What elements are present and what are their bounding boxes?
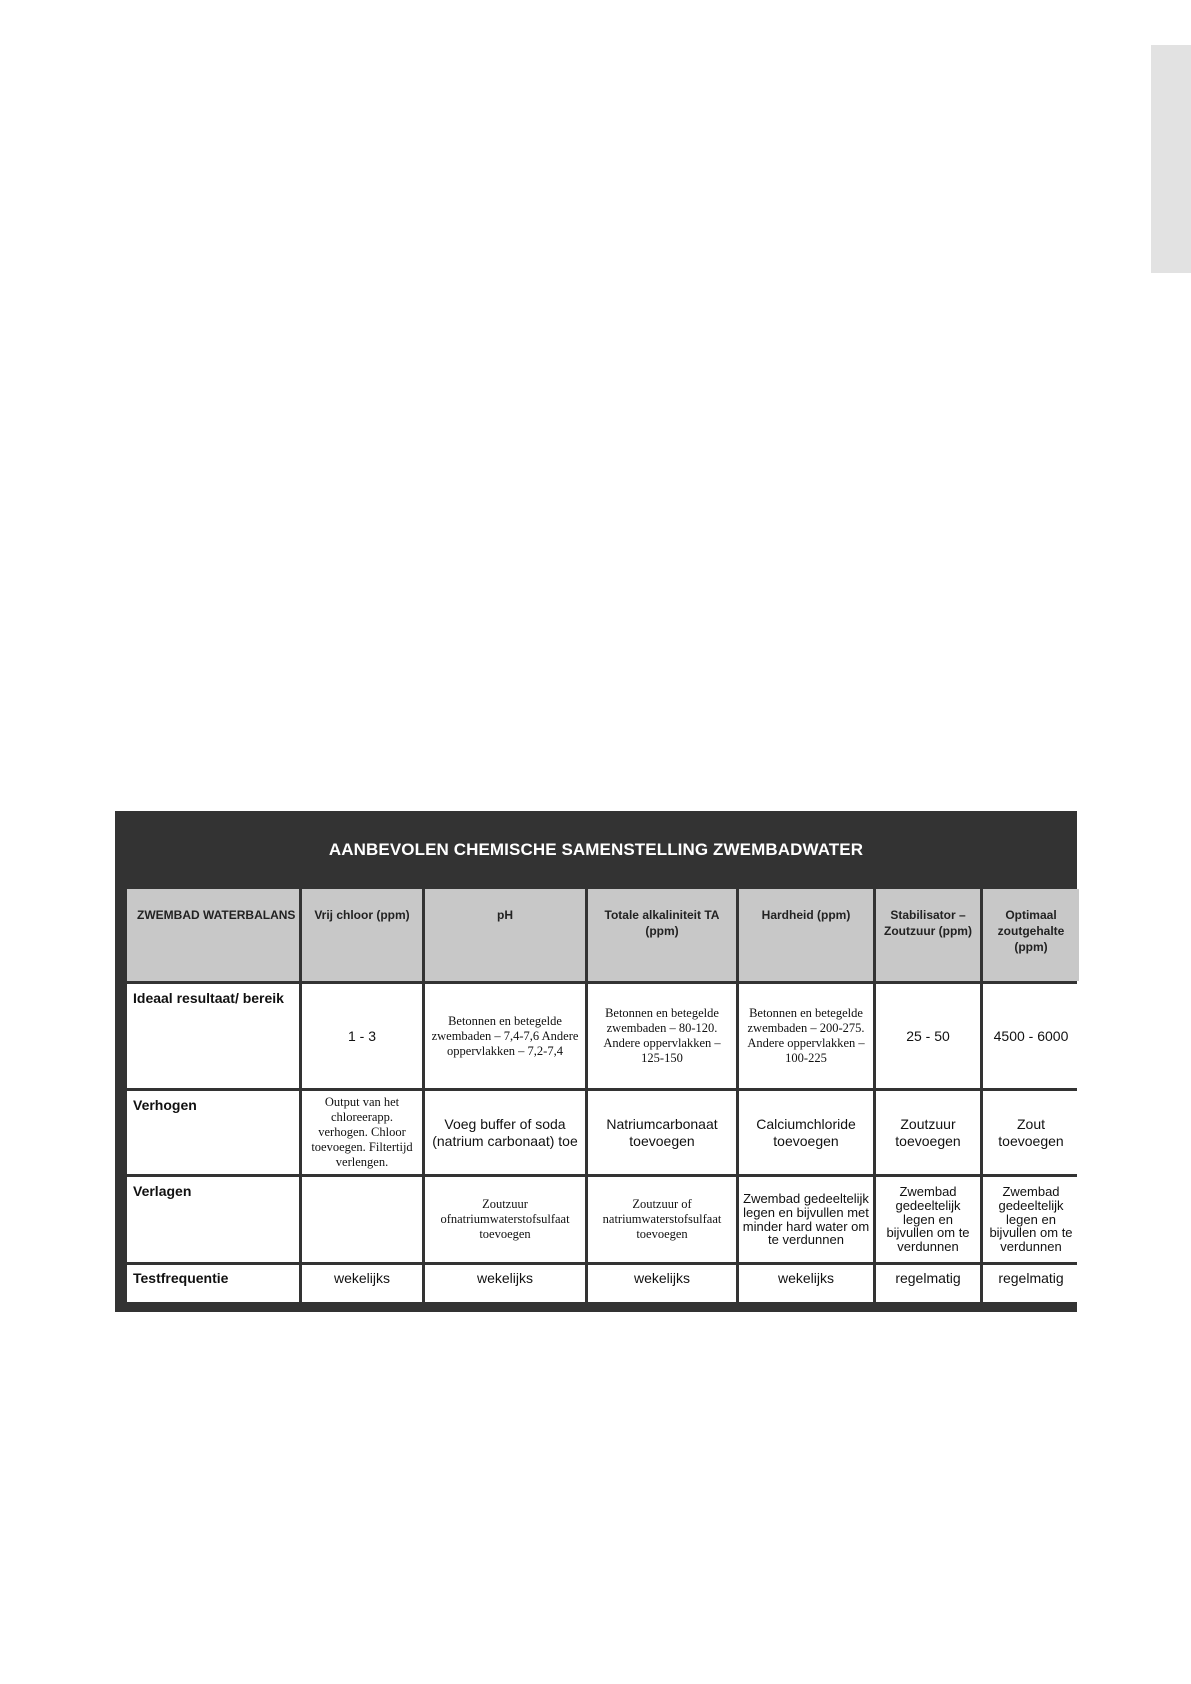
table-row [127, 1177, 1079, 1262]
column-header: Totale alkaliniteit TA (ppm) [588, 889, 736, 981]
table-cell: Calciumchloride toevoegen [739, 1091, 873, 1174]
column-header: Hardheid (ppm) [739, 889, 873, 981]
table-cell: Zout toevoegen [983, 1091, 1079, 1174]
table-cell: wekelijks [588, 1265, 736, 1302]
table-cell: Zoutzuur toevoegen [876, 1091, 980, 1174]
table-cell: 4500 - 6000 [983, 984, 1079, 1088]
table-cell: Betonnen en betegelde zwembaden – 80-120. Andere oppervlakken – 125-150 [588, 984, 736, 1088]
table-row [127, 1091, 1079, 1174]
table-title: AANBEVOLEN CHEMISCHE SAMENSTELLING ZWEMBADWATER [328, 840, 864, 859]
table-cell: regelmatig [983, 1265, 1079, 1302]
table-cell: wekelijks [425, 1265, 585, 1302]
table-cell: wekelijks [739, 1265, 873, 1302]
table-cell: Voeg buffer of soda (natrium carbonaat) toe [425, 1091, 585, 1174]
table-cell: Zwembad gedeeltelijk legen en bijvullen om te verdunnen [983, 1177, 1079, 1262]
table-cell: Zoutzuur ofnatriumwaterstofsulfaat toevoegen [425, 1177, 585, 1262]
column-header: Vrij chloor (ppm) [302, 889, 422, 981]
column-header: pH [425, 889, 585, 981]
table-cell: 1 - 3 [302, 984, 422, 1088]
table-cell: wekelijks [302, 1265, 422, 1302]
table-row [127, 984, 1079, 1088]
row-header: Verlagen [127, 1177, 299, 1262]
side-tab-marker [1151, 45, 1191, 273]
table-cell: Output van het chloreerapp. verhogen. Chloor toevoegen. Filtertijd verlengen. [302, 1091, 422, 1174]
table-cell: Natriumcarbonaat toevoegen [588, 1091, 736, 1174]
table-cell: Zoutzuur of natriumwaterstofsulfaat toevoegen [588, 1177, 736, 1262]
table-cell: regelmatig [876, 1265, 980, 1302]
column-header: ZWEMBAD WATERBALANS [127, 889, 299, 981]
row-header: Verhogen [127, 1091, 299, 1174]
table-cell: Betonnen en betegelde zwembaden – 200-275. Andere oppervlakken – 100-225 [739, 984, 873, 1088]
table-cell [302, 1177, 422, 1262]
table-cell: Zwembad gedeeltelijk legen en bijvullen met minder hard water om te verdunnen [739, 1177, 873, 1262]
row-header: Ideaal resultaat/ bereik [127, 984, 299, 1088]
row-header: Testfrequentie [127, 1265, 299, 1302]
table-cell: Betonnen en betegelde zwembaden – 7,4-7,6 Andere oppervlakken – 7,2-7,4 [425, 984, 585, 1088]
header-row [127, 889, 1079, 981]
table-cell: 25 - 50 [876, 984, 980, 1088]
table-row [127, 1265, 1079, 1302]
column-header: Stabilisator – Zoutzuur (ppm) [876, 889, 980, 981]
table-cell: Zwembad gedeeltelijk legen en bijvullen om te verdunnen [876, 1177, 980, 1262]
chemistry-table [124, 886, 1082, 1305]
column-header: Optimaal zoutgehalte (ppm) [983, 889, 1079, 981]
chemistry-table-panel [115, 811, 1077, 1312]
